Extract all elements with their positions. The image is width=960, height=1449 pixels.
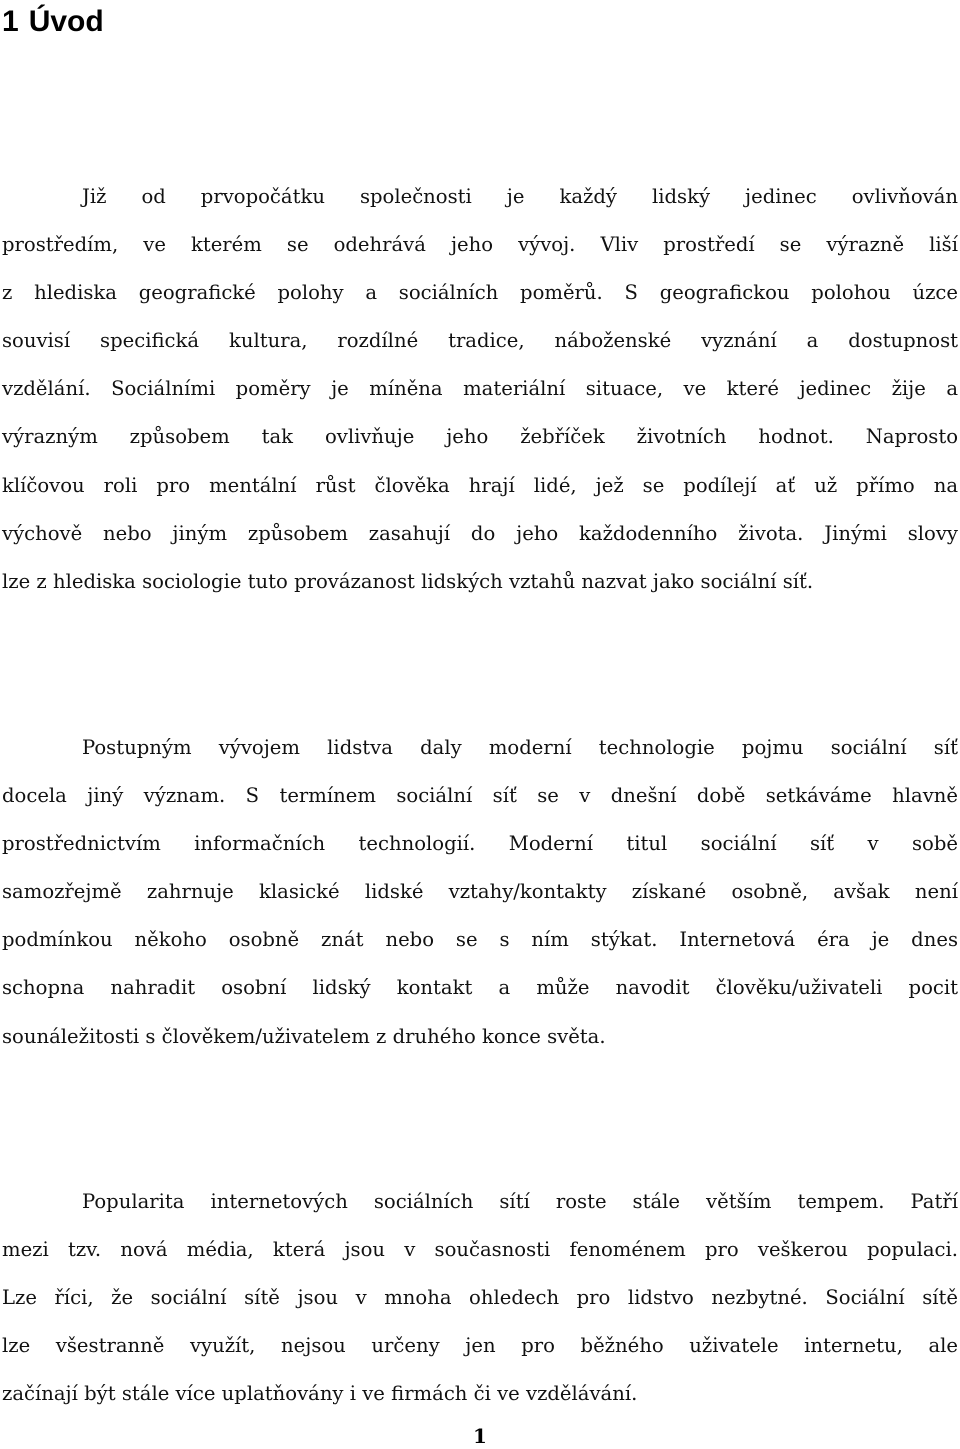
paragraph-line: mezi tzv. nová média, která jsou v současnosti fenoménem pro veškerou populaci. (2, 1238, 958, 1262)
paragraph-line: podmínkou někoho osobně znát nebo se s ním stýkat. Internetová éra je dnes (2, 928, 958, 952)
paragraph-line: docela jiný význam. S termínem sociální síť se v dnešní době setkáváme hlavně (2, 784, 958, 808)
section-title: Úvod (28, 5, 104, 38)
paragraph-line: Popularita internetových sociálních sítí roste stále větším tempem. Patří (82, 1190, 958, 1213)
paragraph-line: lze z hlediska sociologie tuto provázanost lidských vztahů nazvat jako sociální síť. (2, 569, 814, 593)
paragraph-line: Již od prvopočátku společnosti je každý lidský jedinec ovlivňován (82, 185, 958, 208)
paragraph-line: klíčovou roli pro mentální růst člověka hrají lidé, jež se podílejí ať už přímo na (2, 473, 958, 497)
paragraph-line: vzdělání. Sociálními poměry je míněna materiální situace, ve které jedinec žije a (2, 377, 958, 401)
section-heading (2, 4, 104, 40)
section-number: 1 (2, 5, 19, 38)
paragraph-line: samozřejmě zahrnuje klasické lidské vztahy/kontakty získané osobně, avšak není (2, 880, 958, 904)
paragraph (2, 724, 958, 1061)
paragraph-line: lze všestranně využít, nejsou určeny jen pro běžného uživatele internetu, ale (2, 1334, 958, 1358)
paragraph-line: začínají být stále více uplatňovány i ve firmách či ve vzdělávání. (2, 1382, 638, 1406)
paragraph (2, 1178, 958, 1418)
paragraph-line: výchově nebo jiným způsobem zasahují do jeho každodenního života. Jinými slovy (2, 521, 958, 545)
paragraph-line: výrazným způsobem tak ovlivňuje jeho žebříček životních hodnot. Naprosto (2, 425, 958, 449)
paragraph-line: prostřednictvím informačních technologií. Moderní titul sociální síť v sobě (2, 832, 958, 856)
paragraph-line: Postupným vývojem lidstva daly moderní technologie pojmu sociální síť (82, 736, 958, 759)
paragraph-line: schopna nahradit osobní lidský kontakt a může navodit člověku/uživateli pocit (2, 976, 958, 1000)
paragraph-line: sounáležitosti s člověkem/uživatelem z druhého konce světa. (2, 1024, 606, 1048)
paragraph-line: prostředím, ve kterém se odehrává jeho vývoj. Vliv prostředí se výrazně liší (2, 233, 958, 257)
page-number: 1 (473, 1424, 487, 1448)
paragraph-line: Lze říci, že sociální sítě jsou v mnoha ohledech pro lidstvo nezbytné. Sociální sítě (2, 1286, 958, 1310)
paragraph-line: z hlediska geografické polohy a sociálních poměrů. S geografickou polohou úzce (2, 281, 958, 305)
paragraph-line: souvisí specifická kultura, rozdílné tradice, náboženské vyznání a dostupnost (2, 329, 958, 353)
paragraph (2, 173, 958, 606)
